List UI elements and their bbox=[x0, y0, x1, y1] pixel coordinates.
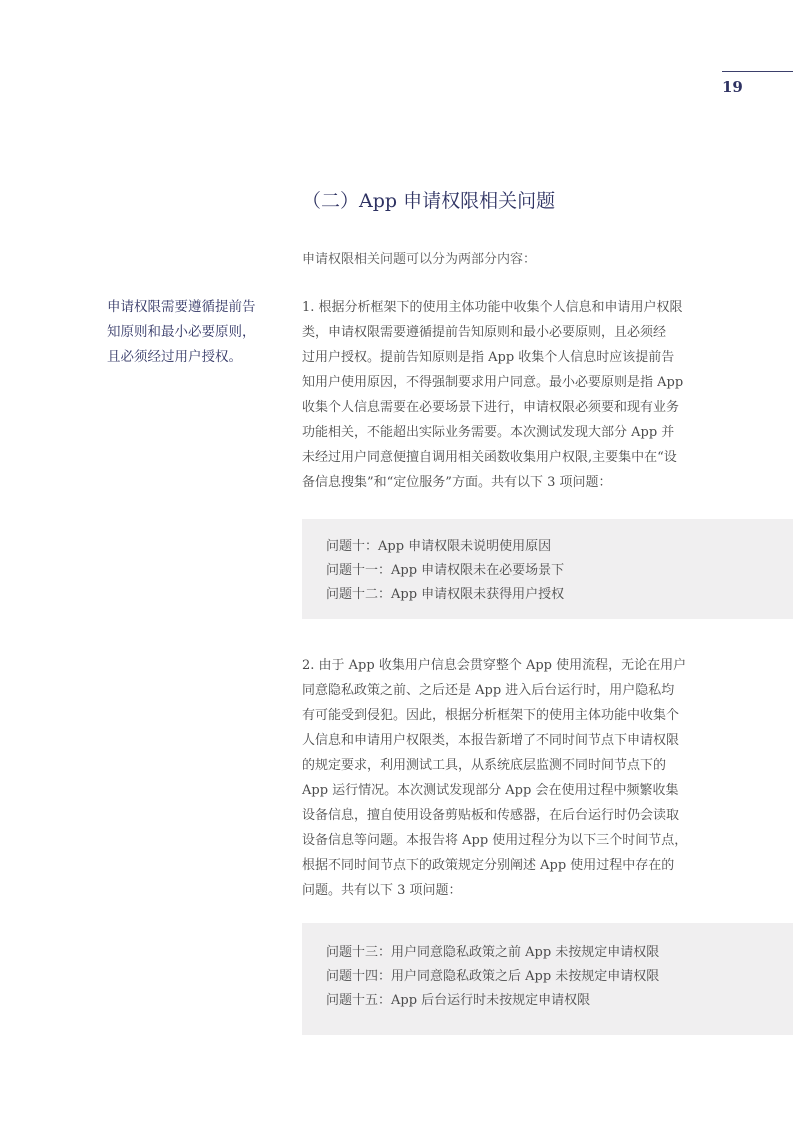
sidenote bbox=[107, 295, 277, 370]
paragraph-line: 过用户授权。提前告知原则是指 App 收集个人信息时应该提前告 bbox=[302, 350, 675, 365]
paragraph-line: 知用户使用原因，不得强制要求用户同意。最小必要原则是指 App bbox=[302, 375, 684, 390]
page-number-rule bbox=[722, 71, 793, 72]
sidenote-line: 申请权限需要遵循提前告 bbox=[107, 299, 256, 315]
sidenote-line: 知原则和最小必要原则， bbox=[107, 324, 256, 340]
issue-item: 问题十：App 申请权限未说明使用原因 bbox=[326, 539, 552, 554]
paragraph-line: 类，申请权限需要遵循提前告知原则和最小必要原则，且必须经 bbox=[302, 325, 667, 340]
paragraph-line: 设备信息，擅自使用设备剪贴板和传感器，在后台运行时仍会读取 bbox=[302, 808, 680, 823]
paragraph-line: 的规定要求，利用测试工具，从系统底层监测不同时间节点下的 bbox=[302, 758, 667, 773]
page-number: 19 bbox=[722, 78, 743, 96]
paragraph-line: 收集个人信息需要在必要场景下进行，申请权限必须要和现有业务 bbox=[302, 400, 680, 415]
paragraph-2 bbox=[302, 653, 697, 903]
issue-item: 问题十三：用户同意隐私政策之前 App 未按规定申请权限 bbox=[326, 945, 660, 960]
paragraph-line: 2. 由于 App 收集用户信息会贯穿整个 App 使用流程，无论在用户 bbox=[302, 658, 687, 673]
issue-list-box-1 bbox=[302, 519, 793, 619]
paragraph-line: App 运行情况。本次测试发现部分 App 会在使用过程中频繁收集 bbox=[302, 783, 679, 798]
paragraph-1 bbox=[302, 295, 697, 495]
paragraph-line: 功能相关，不能超出实际业务需要。本次测试发现大部分 App 并 bbox=[302, 425, 675, 440]
paragraph-line: 人信息和申请用户权限类，本报告新增了不同时间节点下申请权限 bbox=[302, 733, 680, 748]
paragraph-line: 备信息搜集”和“定位服务”方面。共有以下 3 项问题： bbox=[302, 475, 612, 490]
issue-item: 问题十一：App 申请权限未在必要场景下 bbox=[326, 563, 565, 578]
intro-text: 申请权限相关问题可以分为两部分内容： bbox=[302, 252, 537, 267]
issue-list-box-2 bbox=[302, 923, 793, 1035]
paragraph-line: 未经过用户同意便擅自调用相关函数收集用户权限,主要集中在“设 bbox=[302, 450, 677, 465]
issue-item: 问题十四：用户同意隐私政策之后 App 未按规定申请权限 bbox=[326, 969, 660, 984]
sidenote-line: 且必须经过用户授权。 bbox=[107, 349, 242, 365]
paragraph-line: 根据不同时间节点下的政策规定分别阐述 App 使用过程中存在的 bbox=[302, 858, 675, 873]
paragraph-line: 1. 根据分析框架下的使用主体功能中收集个人信息和申请用户权限 bbox=[302, 300, 683, 315]
section-title: （二）App 申请权限相关问题 bbox=[302, 190, 556, 212]
paragraph-line: 同意隐私政策之前、之后还是 App 进入后台运行时，用户隐私均 bbox=[302, 683, 675, 698]
paragraph-line: 设备信息等问题。本报告将 App 使用过程分为以下三个时间节点， bbox=[302, 833, 688, 848]
paragraph-line: 问题。共有以下 3 项问题： bbox=[302, 883, 462, 898]
issue-item: 问题十二：App 申请权限未获得用户授权 bbox=[326, 587, 565, 602]
paragraph-line: 有可能受到侵犯。因此，根据分析框架下的使用主体功能中收集个 bbox=[302, 708, 680, 723]
issue-item: 问题十五：App 后台运行时未按规定申请权限 bbox=[326, 993, 591, 1008]
